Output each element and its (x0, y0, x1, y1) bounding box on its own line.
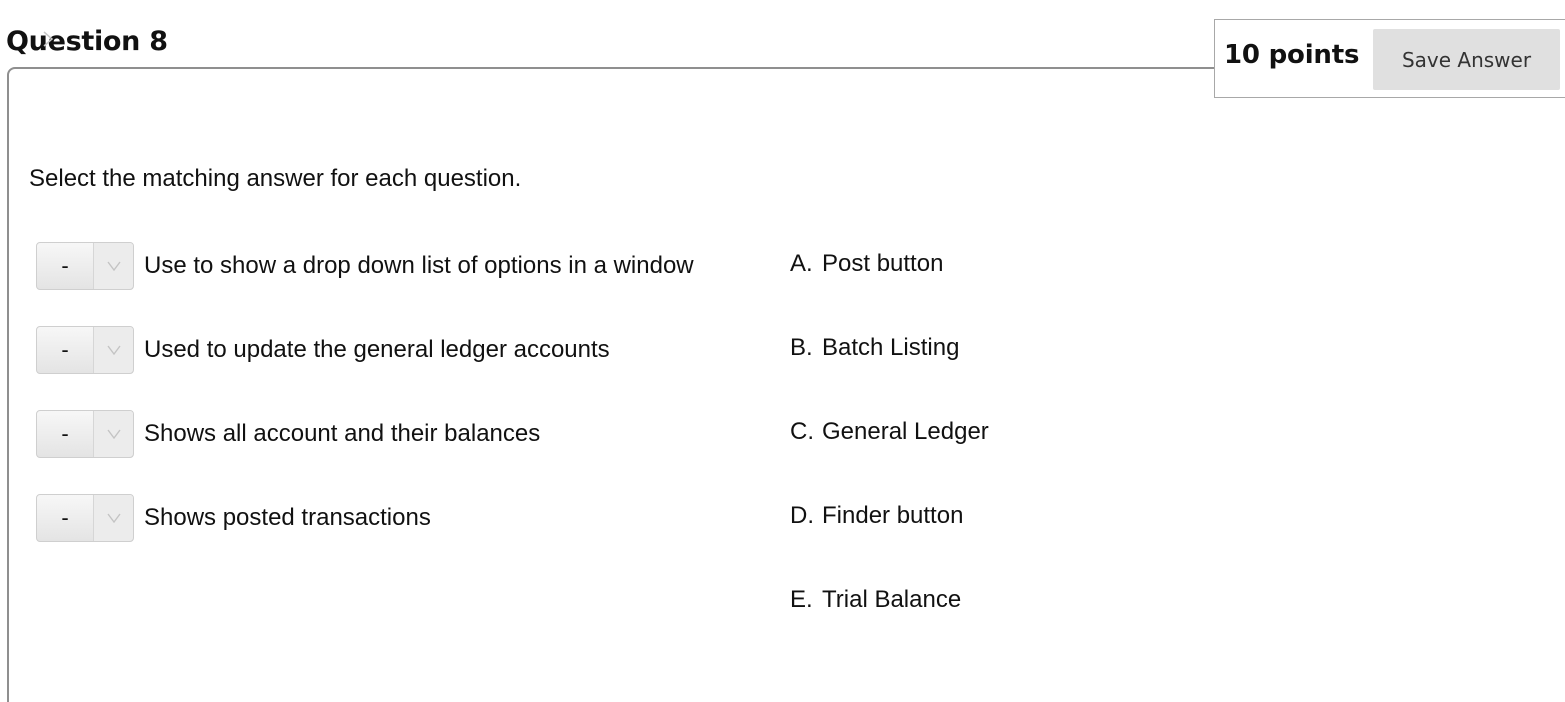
points-label: 10 points (1224, 40, 1360, 70)
answer-select[interactable] (36, 494, 134, 542)
answer-select[interactable] (36, 242, 134, 290)
answer-letter: C. (790, 418, 814, 445)
chevron-down-icon (94, 411, 133, 457)
prompt-row (36, 409, 540, 459)
answer-option (790, 502, 963, 530)
select-value: - (37, 327, 94, 373)
answer-option (790, 334, 959, 362)
select-value: - (37, 495, 94, 541)
answer-option (790, 586, 961, 614)
prompt-text: Shows all account and their balances (144, 420, 541, 447)
question-title: Question 8 (6, 26, 168, 57)
answer-text: General Ledger (822, 418, 989, 445)
answer-option (790, 418, 989, 446)
select-value: - (37, 411, 94, 457)
prompt-row (36, 241, 694, 291)
prompt-text: Use to show a drop down list of options in a window (144, 252, 694, 279)
answer-option (790, 250, 943, 278)
prompt-text: Shows posted transactions (144, 504, 431, 531)
chevron-down-icon (94, 243, 133, 289)
prompt-text: Used to update the general ledger accounts (144, 336, 610, 363)
answer-text: Trial Balance (822, 586, 962, 613)
chevron-right-icon[interactable] (42, 30, 54, 48)
answer-text: Batch Listing (822, 334, 960, 361)
save-answer-button[interactable]: Save Answer (1373, 29, 1560, 90)
answer-select[interactable] (36, 410, 134, 458)
chevron-down-icon (94, 495, 133, 541)
prompt-row (36, 493, 431, 543)
answer-letter: B. (790, 334, 813, 361)
instructions-text: Select the matching answer for each question. (29, 165, 522, 192)
answer-text: Finder button (822, 502, 964, 529)
question-container (7, 67, 1565, 702)
answer-letter: E. (790, 586, 813, 613)
answer-text: Post button (822, 250, 944, 277)
prompt-row (36, 325, 610, 375)
chevron-down-icon (94, 327, 133, 373)
points-panel (1214, 19, 1565, 98)
answer-letter: A. (790, 250, 813, 277)
answer-letter: D. (790, 502, 814, 529)
select-value: - (37, 243, 94, 289)
answer-select[interactable] (36, 326, 134, 374)
